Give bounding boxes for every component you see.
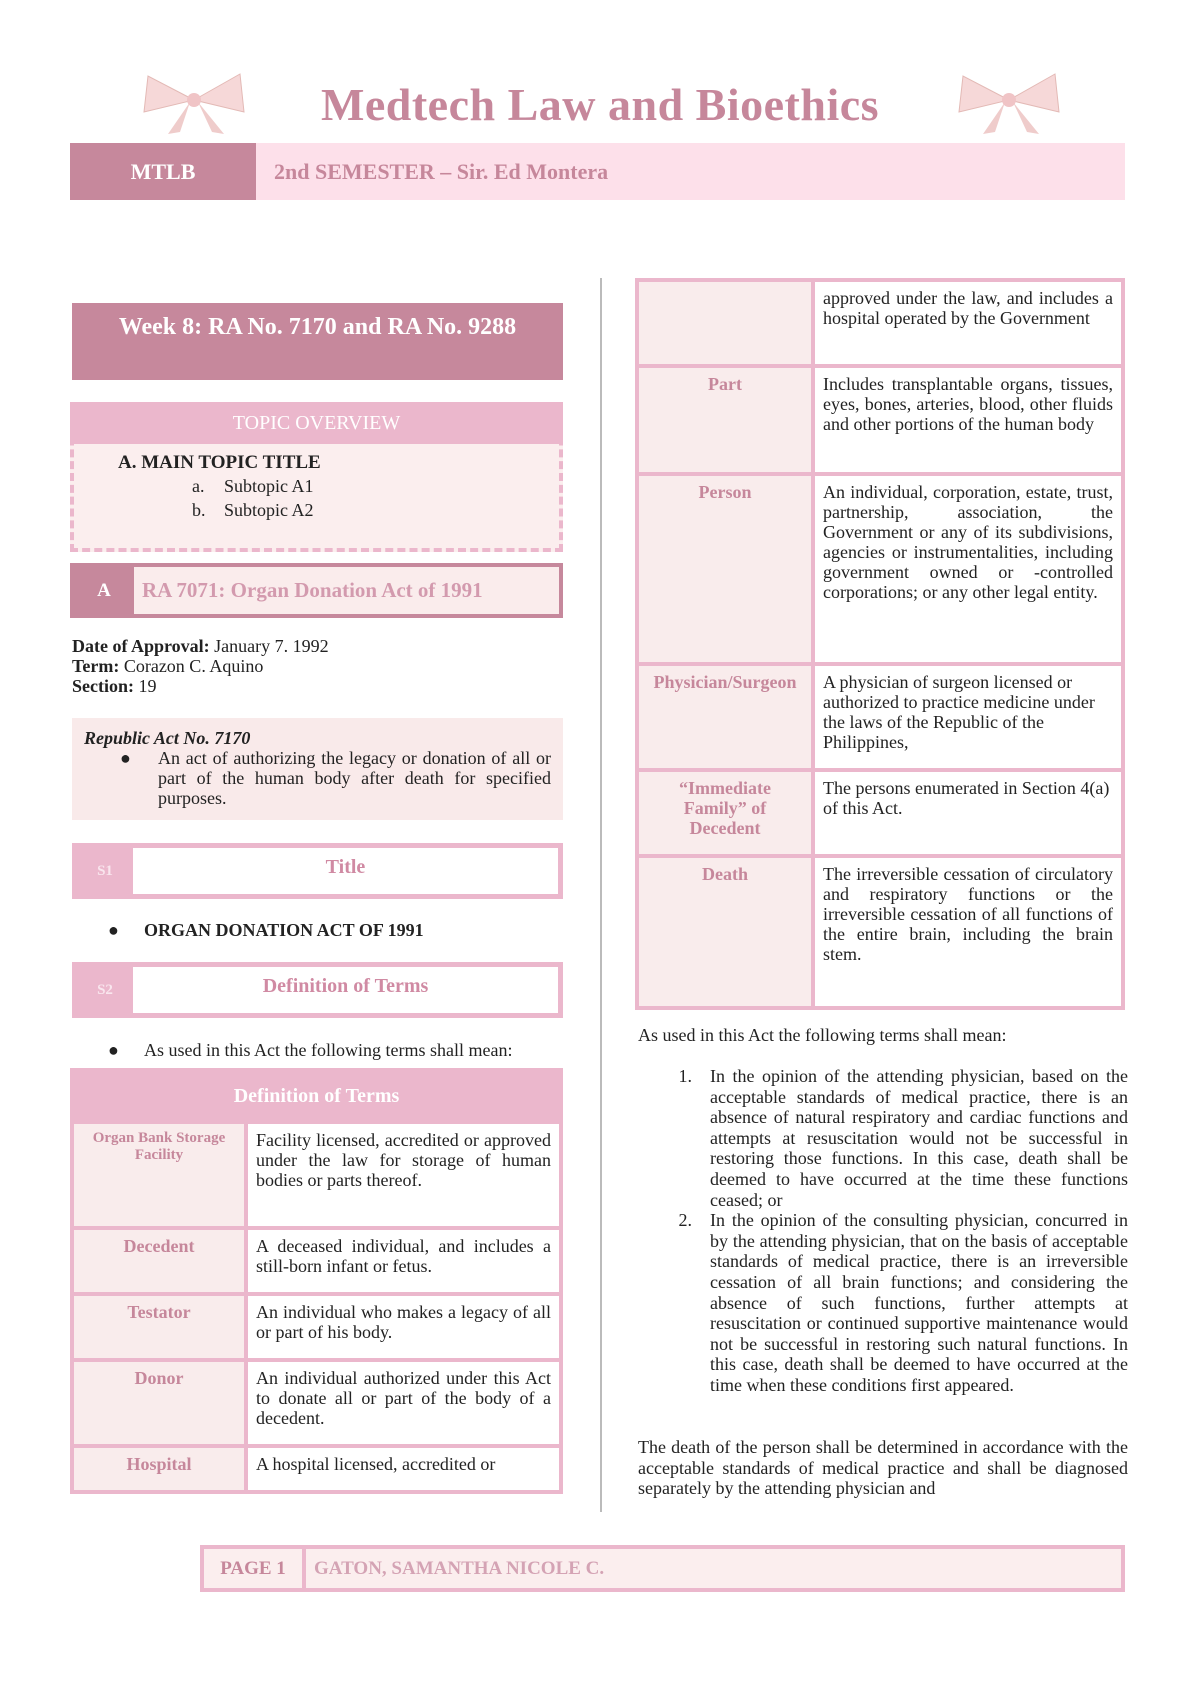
definition-table-continued bbox=[635, 278, 1125, 1010]
section-a-header bbox=[70, 563, 563, 618]
section-title: RA 7071: Organ Donation Act of 1991 bbox=[134, 567, 559, 614]
page-footer bbox=[200, 1545, 1125, 1592]
main-topic: A. MAIN TOPIC TITLE bbox=[118, 452, 321, 473]
section-count: Section: 19 bbox=[72, 676, 157, 696]
section-title: Definition of Terms bbox=[133, 967, 558, 1013]
table-row: Testator An individual who makes a legacy of all or part of his body. bbox=[74, 1296, 559, 1358]
topic-overview bbox=[70, 402, 563, 552]
bullet-item: ● ORGAN DONATION ACT OF 1991 bbox=[108, 920, 424, 940]
table-row: Donor An individual authorized under this Act to donate all or part of the body of a decedent. bbox=[74, 1362, 559, 1444]
table-row: Organ Bank Storage Facility Facility licensed, accredited or approved under the law for storage of human bodies or parts thereof. bbox=[74, 1124, 559, 1226]
week-title: Week 8: RA No. 7170 and RA No. 9288 bbox=[72, 303, 563, 380]
bullet-item: ● An act of authorizing the legacy or donation of all or part of the human body after death for specified purposes. bbox=[120, 748, 551, 808]
section-label: S2 bbox=[97, 981, 113, 998]
subtopic-label: Subtopic A2 bbox=[224, 500, 314, 520]
table-row: approved under the law, and includes a hospital operated by the Government bbox=[639, 282, 1121, 364]
subtopic-label: Subtopic A1 bbox=[224, 476, 314, 496]
section-letter: A bbox=[97, 579, 111, 601]
semester-label: 2nd SEMESTER – Sir. Ed Montera bbox=[274, 158, 609, 184]
list-item: 2. In the opinion of the consulting physician, concurred in by the attending physician, that on the basis of acceptable standards of medical practice, there is an irreversible cessation of all brain functions; and considering the absence of such functions, further attempts at resuscitation or continued supportive maintenance would not be successful in restoring such natural functions. In this case, death shall be deemed to have occurred at the time when these conditions first appeared. bbox=[678, 1210, 1128, 1395]
table-heading: Definition of Terms bbox=[74, 1072, 559, 1120]
subtopic-marker: a. bbox=[192, 476, 205, 496]
table-row: Death The irreversible cessation of circulatory and respiratory functions or the irreversible cessation of all functions of the entire brain, including the brain stem. bbox=[639, 858, 1121, 1006]
page-number: PAGE 1 bbox=[204, 1549, 302, 1588]
subtopic bbox=[192, 498, 559, 522]
table-row: Part Includes transplantable organs, tissues, eyes, bones, arteries, blood, other fluids and other portions of the human body bbox=[639, 368, 1121, 472]
document-title: Medtech Law and Bioethics bbox=[320, 79, 880, 130]
republic-act-box bbox=[72, 718, 563, 820]
table-row: Decedent A deceased individual, and includes a still-born infant or fetus. bbox=[74, 1230, 559, 1292]
terms-intro: As used in this Act the following terms shall mean: bbox=[638, 1025, 1007, 1045]
bow-icon bbox=[955, 72, 1063, 136]
topic-overview-heading: TOPIC OVERVIEW bbox=[70, 402, 563, 444]
section-s1-header bbox=[72, 843, 563, 899]
subtopic bbox=[192, 474, 559, 498]
author-name: GATON, SAMANTHA NICOLE C. bbox=[306, 1549, 1121, 1588]
list-item: 1. In the opinion of the attending physician, based on the acceptable standards of medical practice, there is an absence of natural respiratory and cardiac functions and attempts at resuscitation would not be successful in restoring those functions. In this case, death shall be deemed to have occurred at the time these functions ceased; or bbox=[678, 1066, 1128, 1210]
term: Term: Corazon C. Aquino bbox=[72, 656, 264, 676]
death-paragraph: The death of the person shall be determined in accordance with the acceptable standards of medical practice and shall be diagnosed separately by the attending physician and bbox=[638, 1437, 1128, 1499]
bullet-item: ● As used in this Act the following terms shall mean: bbox=[108, 1040, 513, 1060]
date-of-approval: Date of Approval: January 7. 1992 bbox=[72, 636, 329, 656]
table-row: “Immediate Family” of Decedent The persons enumerated in Section 4(a) of this Act. bbox=[639, 772, 1121, 854]
republic-act-heading: Republic Act No. 7170 bbox=[84, 728, 251, 748]
section-label: S1 bbox=[97, 862, 113, 879]
section-title: Title bbox=[133, 848, 558, 894]
definition-table bbox=[70, 1068, 563, 1494]
subtopic-marker: b. bbox=[192, 500, 206, 520]
table-row: Person An individual, corporation, estate, trust, partnership, association, the Government or any of its subdivisions, agencies or instrumentalities, including government owned or -controlled corporations; or any other legal entity. bbox=[639, 476, 1121, 662]
death-criteria-list bbox=[638, 1066, 1128, 1396]
column-divider bbox=[600, 278, 602, 1512]
header-band bbox=[70, 143, 1125, 200]
course-code: MTLB bbox=[70, 143, 256, 200]
act-metadata bbox=[72, 636, 329, 696]
table-row: Physician/Surgeon A physician of surgeon licensed or authorized to practice medicine under the laws of the Republic of the Philippines, bbox=[639, 666, 1121, 768]
table-row: Hospital A hospital licensed, accredited or bbox=[74, 1448, 559, 1490]
section-s2-header bbox=[72, 962, 563, 1018]
bow-icon bbox=[140, 72, 248, 136]
